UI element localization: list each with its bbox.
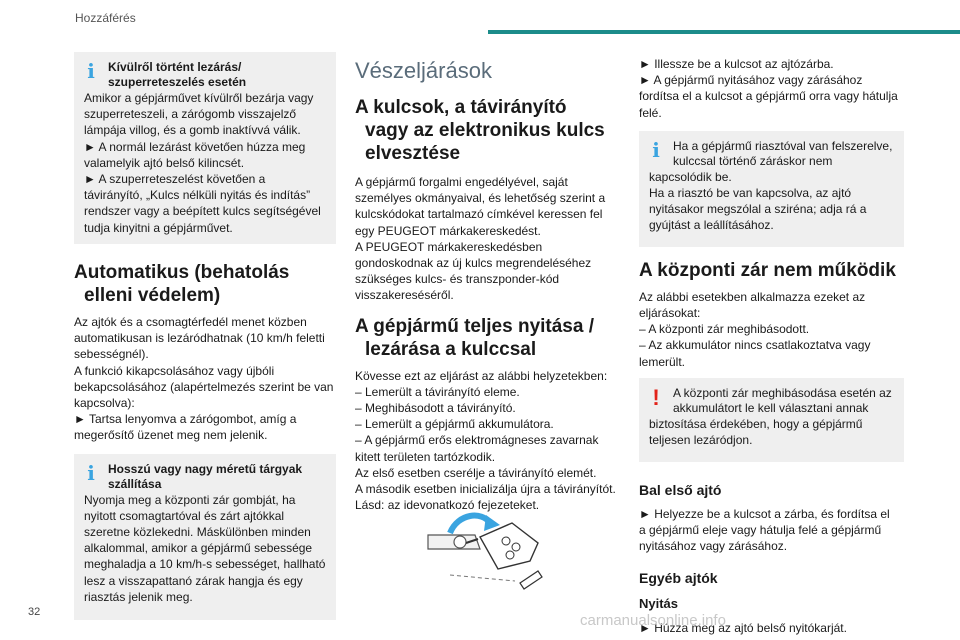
info-box-line: Amikor a gépjárművet kívülről bezárja vagy <box>84 91 314 105</box>
paragraph-central-lock: Az alábbi esetekben alkalmazza ezeket az eljárásokat: – A központi zár meghibásodott. – Az akkumulátor nincs csatlakoztatva vagy lemerült. <box>639 289 871 369</box>
info-icon: i <box>652 137 660 162</box>
page-number: 32 <box>28 606 41 618</box>
paragraph-opening: ► Húzza meg az ajtó belső nyitókarját. <box>639 621 847 636</box>
info-box-line: szuperreteszeli, a zárógomb visszajelző <box>84 107 297 122</box>
info-box-line: lámpája villog, és a gomb inaktívvá válik. <box>84 123 301 138</box>
info-box-line: tudja kinyitni a gépjárművet. <box>84 220 233 235</box>
info-box-line: ► A szuperreteszelést követően a <box>84 172 266 187</box>
info-box-alarm: i Ha a gépjármű riasztóval van felszerelve, kulccsal történő záráskor nem kapcsolódik be. Ha a riasztó be van kapcsolva, az ajtó nyitásakor megszólal a sziréna; adja rá a gyújtást a leállításához. <box>639 131 904 247</box>
info-icon: i <box>87 460 95 485</box>
column-left <box>74 52 336 620</box>
paragraph-insert-key: ► Illessze be a kulcsot az ajtózárba. ► A gépjármű nyitásához vagy zárásához fordítsa el a kulcsot a gépjármű orra vagy hátulja felé. <box>639 57 898 120</box>
info-box-title: Hosszú vagy nagy méretű tárgyak szállítása <box>108 461 303 491</box>
info-box-line: rendszer vagy a beépített kulcs segítségével <box>84 204 321 219</box>
subheading-other-doors: Egyéb ajtók <box>639 570 718 587</box>
subheading-front-left-door: Bal első ajtó <box>639 481 722 498</box>
paragraph-key-unlock: Kövesse ezt az eljárást az alábbi helyzetekben: – Lemerült a távirányító eleme. – Meghibásodott a távirányító. – Lemerült a gépjármű akkumulátora. – A gépjármű erős elektromágneses zavarnak kitett területen tartózkodik. Az első esetben cserélje a távirányító elemét. A második esetben inicializálja újra a távirányítót. Lásd: az idevonatkozó fejezeteket. <box>355 368 616 513</box>
info-box-title: Kívülről történt lezárás/ szuperreteszelés esetén <box>108 60 247 89</box>
section-heading-key-unlock: A gépjármű teljes nyitása / lezárása a kulccsal <box>355 315 594 360</box>
warning-box-battery: ! A központi zár meghibásodása esetén az akkumulátort le kell választani annak biztosítása érdekében, hogy a gépjármű teljesen lezáródjon. <box>639 378 904 462</box>
info-box-line: távirányító, „Kulcs nélküli nyitás és indítás” <box>84 188 311 203</box>
subheading-opening: Nyitás <box>639 596 679 612</box>
key-in-lock-illustration <box>420 505 555 595</box>
key-blade-icon <box>450 571 542 589</box>
column-right <box>639 56 904 637</box>
door-lock-icon <box>428 535 480 549</box>
info-icon: i <box>87 59 95 83</box>
paragraph-lost-keys: A gépjármű forgalmi engedélyével, saját személyes okmányaival, és lehetőség szerint a kulcskódokat tartalmazó címkével keressen fel egy PEUGEOT márkakereskedést. A PEUGEOT márkakereskedésben gondoskodnak az új kulcs megrendeléséhez szükséges kulcs- és transzponder-kód visszakereséséről. <box>355 175 606 303</box>
header-accent-bar <box>488 30 960 34</box>
info-box-long-objects: i Hosszú vagy nagy méretű tárgyak szállítása Nyomja meg a központi zár gombját, ha nyitott csomagtartóval és zárt ajtókkal szeretne közlekedni. Máskülönben minden alkalommal, amikor a gépjármű sebessége meghaladja a 10 km/h-s sebességet, hallható lesz a visszapattanó zárak hangja és egy riasztás jelenik meg. <box>74 454 336 620</box>
section-heading-central-lock: A központi zár nem működik <box>639 259 896 281</box>
section-heading-auto-lock: Automatikus (behatolás elleni védelem) <box>74 262 290 306</box>
info-box-line: ► A normál lezárást követően húzza meg <box>84 139 306 154</box>
column-middle <box>355 58 620 513</box>
running-header: Hozzáférés <box>75 11 136 25</box>
info-box-line: valamelyik ajtó belső kilincsét. <box>84 155 245 170</box>
rotation-arrow-icon <box>450 515 500 533</box>
watermark: carmanualsonline.info <box>580 612 726 629</box>
info-box-lock-from-outside <box>74 52 336 244</box>
exclamation-icon: ! <box>652 384 660 410</box>
section-heading-lost-keys: A kulcsok, a távirányító vagy az elektronikus kulcs elvesztése <box>355 97 605 164</box>
chapter-title: Vészeljárások <box>355 58 492 83</box>
paragraph-front-left-door: ► Helyezze be a kulcsot a zárba, és fordítsa el a gépjármű eleje vagy hátulja felé a gépjármű nyitásához vagy zárásához. <box>639 506 890 554</box>
paragraph-auto-lock: Az ajtók és a csomagtérfedél menet közben automatikusan is lezáródhatnak (10 km/h feletti sebességnél). A funkció kikapcsolásához vagy újbóli bekapcsolásához (alapértelmezés szerint be van kapcsolva): ► Tartsa lenyomva a zárógombot, amíg a megerősítő üzenet meg nem jelenik. <box>74 315 334 443</box>
